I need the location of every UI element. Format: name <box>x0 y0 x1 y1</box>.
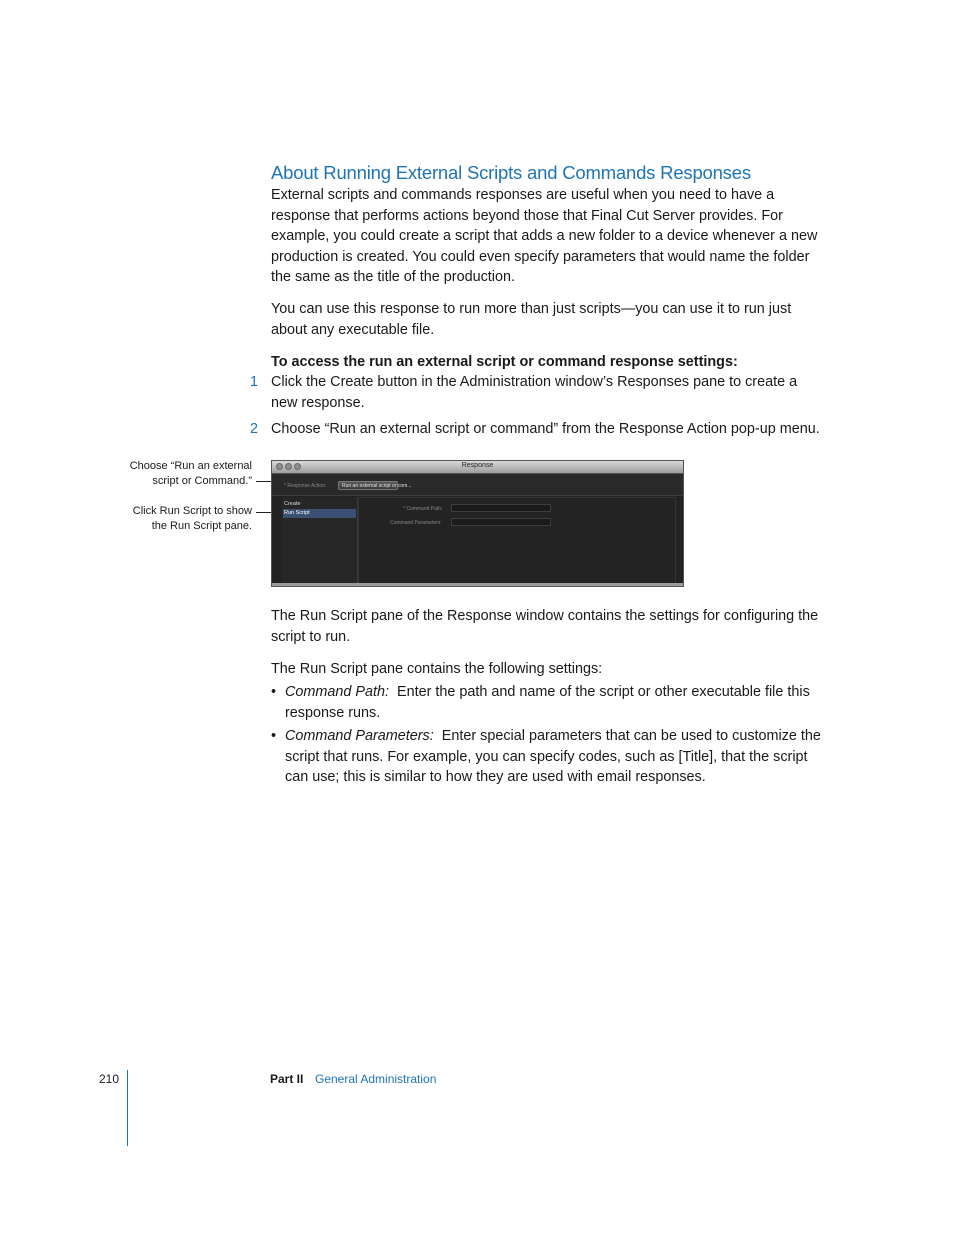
section-heading: About Running External Scripts and Commands Responses <box>271 162 751 183</box>
run-script-pane <box>358 497 676 585</box>
footer-part-label: Part II <box>270 1072 304 1086</box>
callout-line: Choose “Run an external <box>129 460 252 472</box>
command-parameters-field[interactable] <box>451 518 551 526</box>
window-title: Response <box>461 462 494 469</box>
response-window-screenshot <box>271 460 684 587</box>
bullet-term: Command Parameters: <box>285 728 434 744</box>
task-heading: To access the run an external script or command response settings: <box>271 354 738 370</box>
callout-response-action <box>92 459 252 489</box>
response-sidebar <box>281 497 358 585</box>
bullet-marker: • <box>271 728 277 744</box>
run-script-pane-description: The Run Script pane of the Response window contains the settings for configuring the script to run. <box>271 608 819 645</box>
response-action-bar <box>272 474 683 496</box>
command-parameters-label: Command Parameters: <box>390 520 442 526</box>
page-number: 210 <box>99 1072 120 1086</box>
bullet-description: Enter special parameters that can be used to customize the script that runs. For example, you can specify codes, such as [Title], that the script can use; this is similar to how they are used with email responses. <box>285 728 821 785</box>
bullet-command-parameters <box>285 726 825 788</box>
footer-rule <box>127 1070 128 1146</box>
bullet-description: Enter the path and name of the script or other executable file this response runs. <box>285 684 810 721</box>
window-bottom-edge <box>272 583 683 586</box>
bullet-command-path <box>285 682 825 723</box>
sidebar-item-create[interactable]: Create <box>284 501 301 507</box>
callout-line: Click Run Script to show <box>132 505 252 517</box>
response-action-popup[interactable]: Run an external script or com... <box>338 481 398 490</box>
step-number-2: 2 <box>250 421 259 437</box>
command-path-field[interactable] <box>451 504 551 512</box>
bullet-marker: • <box>271 684 277 700</box>
footer-section-link[interactable]: General Administration <box>315 1072 437 1086</box>
settings-intro: The Run Script pane contains the following settings: <box>271 661 603 677</box>
intro-paragraph: External scripts and commands responses are useful when you need to have a response that performs actions beyond those that Final Cut Server provides. For example, you could create a script that adds a new folder to a device whenever a new production is created. You could even specify parameters that would name the folder the same as the title of the production. <box>271 187 818 285</box>
step-number-1: 1 <box>250 374 259 390</box>
callout-line: the Run Script pane. <box>151 520 252 532</box>
step-text-2: Choose “Run an external script or command” from the Response Action pop-up menu. <box>271 421 820 437</box>
command-path-label: * Command Path: <box>403 506 443 512</box>
callout-line: script or Command.” <box>152 475 252 487</box>
bullet-term: Command Path: <box>285 684 389 700</box>
executable-paragraph: You can use this response to run more than just scripts—you can use it to run just about any executable file. <box>271 301 792 338</box>
window-titlebar <box>272 461 683 474</box>
sidebar-item-run-script[interactable]: Run Script <box>283 509 356 518</box>
response-action-label: * Response Action: <box>284 483 327 489</box>
step-text-1: Click the Create button in the Administration window’s Responses pane to create a new response. <box>271 374 798 411</box>
callout-run-script <box>92 504 252 534</box>
